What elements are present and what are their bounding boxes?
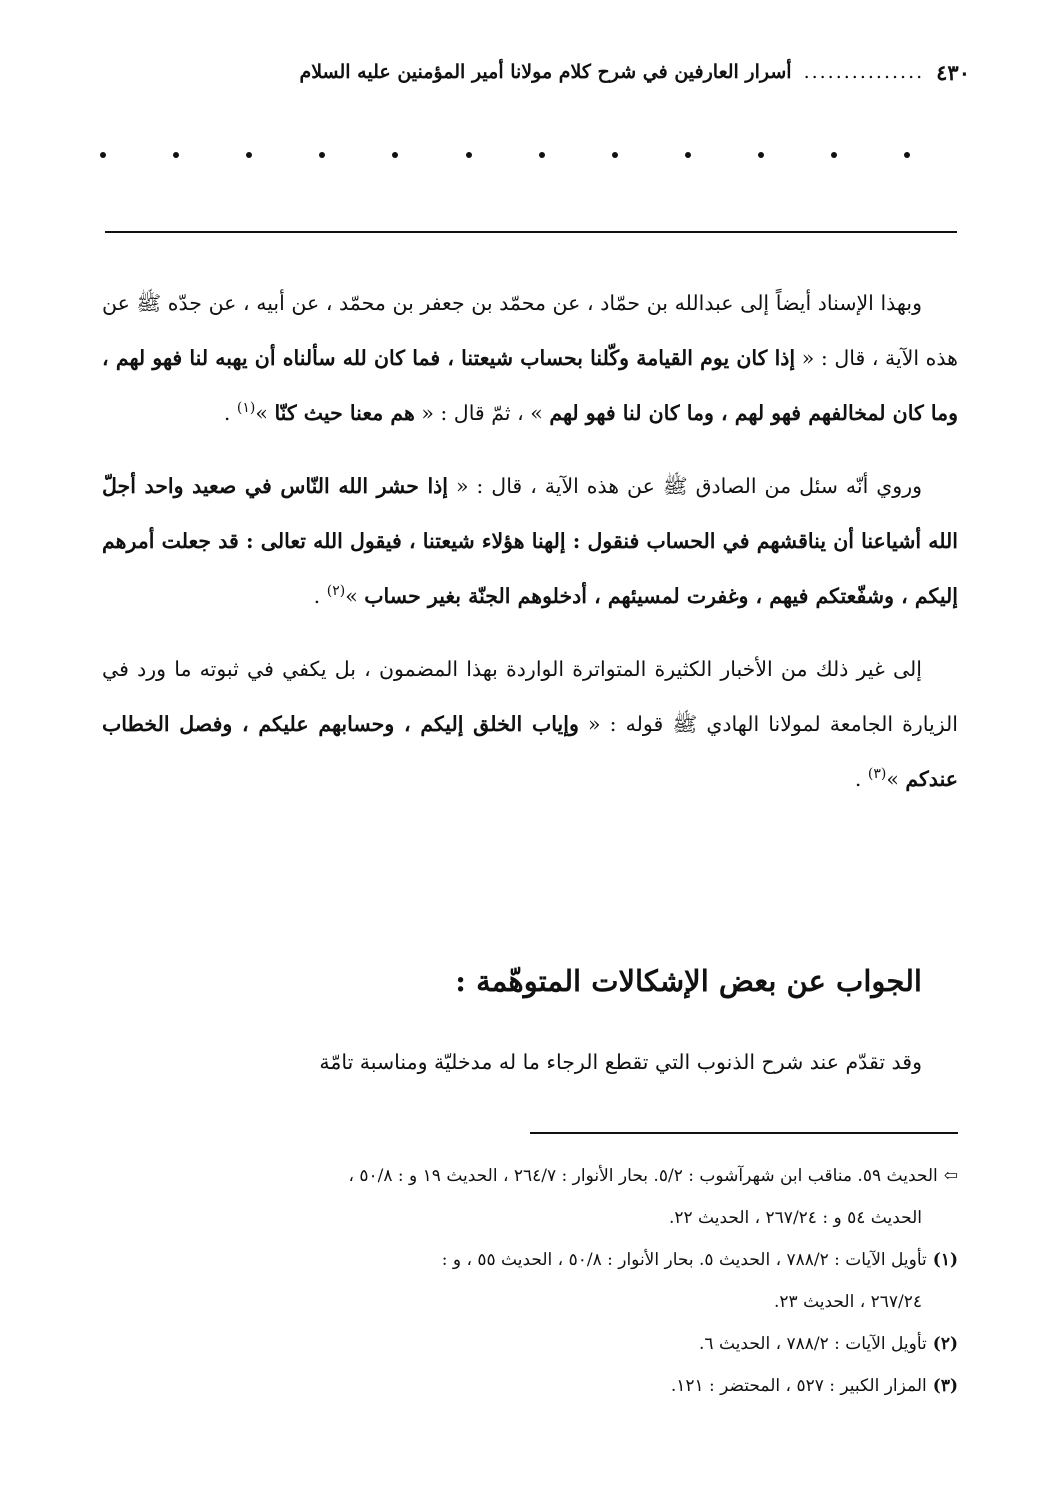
segment-bold: إذا كان يوم القيامة وكّلنا بحساب شيعتنا ، فما كان لله سألناه أن يهبه لنا فهو لهم ، وما كان لمخالفهم فهو لهم ، وما كان لنا فهو لهم [102, 346, 958, 425]
segment: وروي أنّه سئل من الصادق ﷺ عن هذه الآية ، قال : « [447, 474, 922, 498]
footnote-source [102, 1155, 958, 1239]
segment: » [886, 767, 906, 791]
segment: » [345, 584, 365, 608]
ornament-dot [758, 152, 764, 158]
ornament-dot [685, 152, 691, 158]
footnote-text: الحديث ٥٩. مناقب ابن شهرآشوب : ٥/٢. بحار الأنوار : ٢٦٤/٧ ، الحديث ١٩ و : ٥٠/٨ ، [348, 1166, 938, 1186]
running-header [100, 52, 970, 92]
segment: . [223, 401, 237, 425]
footnote-1 [102, 1239, 958, 1323]
footnote-3 [102, 1365, 958, 1407]
ornament-dot [539, 152, 545, 158]
segment-bold: وإياب الخلق إليكم ، وحسابهم عليكم ، وفصل الخطاب عندكم [102, 712, 958, 791]
paragraph-1 [102, 276, 958, 441]
footnote-text-continued: ٢٦٧/٢٤ ، الحديث ٢٣. [774, 1292, 922, 1312]
paragraph-2 [102, 459, 958, 624]
footnote-ref: (١) [236, 400, 256, 417]
footnote-ref: (٣) [867, 766, 887, 783]
segment: . [854, 767, 868, 791]
segment: » [255, 401, 275, 425]
segment-bold: إذا حشر الله النّاس في صعيد واحد أجلّ الله أشياعنا أن يناقشهم في الحساب فنقول : إلهنا هؤلاء شيعتنا ، فيقول الله تعالى : قد جعلت أمرهم إليكم ، وشفّعتكم فيهم ، وغفرت لمسيئهم ، أدخلوهم الجنّة بغير حساب [102, 474, 958, 608]
ornament-dot [100, 152, 106, 158]
segment: . [313, 584, 327, 608]
footnote-text: تأويل الآيات : ٧٨٨/٢ ، الحديث ٥. بحار الأنوار : ٥٠/٨ ، الحديث ٥٥ ، و : [441, 1250, 927, 1270]
footnote-text-continued: الحديث ٥٤ و : ٢٦٧/٢٤ ، الحديث ٢٢. [668, 1208, 922, 1228]
page-number: ٤٣٠ [936, 59, 970, 85]
segment: » ، ثمّ قال : « [414, 401, 550, 425]
footnote-text: المزار الكبير : ٥٢٧ ، المحتضر : ١٢١. [670, 1376, 927, 1396]
header-leader-dots: ............... [803, 61, 925, 83]
header-rule [105, 231, 957, 233]
ornament-dot [831, 152, 837, 158]
ornament-dot [392, 152, 398, 158]
ornament-dot [466, 152, 472, 158]
footnote-rule [530, 1132, 958, 1134]
footnote-number: (٣) [932, 1376, 958, 1396]
footnote-2 [102, 1323, 958, 1365]
segment-bold: هم معنا حيث كنّا [274, 401, 415, 425]
header-title: أسرار العارفين في شرح كلام مولانا أمير المؤمنين عليه السلام [299, 61, 792, 83]
ornament-dot-row [100, 140, 910, 170]
arrow-icon: ⇦ [943, 1166, 958, 1186]
ornament-dot [904, 152, 910, 158]
segment: إلى غير ذلك من الأخبار الكثيرة المتواترة الواردة بهذا المضمون ، بل يكفي في ثبوته ما ورد في الزيارة الجامعة لمولانا الهادي ﷺ قوله : « [102, 657, 958, 736]
paragraph-continuation: وقد تقدّم عند شرح الذنوب التي تقطع الرجاء ما له مدخليّة ومناسبة تامّة [319, 1050, 922, 1074]
footnote-number: (٢) [932, 1334, 958, 1354]
body-text [102, 276, 958, 825]
footnotes [102, 1155, 958, 1407]
ornament-dot [319, 152, 325, 158]
segment: وبهذا الإسناد أيضاً إلى عبدالله بن حمّاد ، عن محمّد بن جعفر بن محمّد ، عن أبيه ، عن جدّه ﷺ عن هذه الآية ، قال : « [102, 291, 958, 370]
ornament-dot [246, 152, 252, 158]
section-heading: الجواب عن بعض الإشكالات المتوهّمة : [455, 964, 922, 998]
footnote-ref: (٢) [326, 583, 346, 600]
footnote-number: (١) [932, 1250, 958, 1270]
paragraph-3 [102, 642, 958, 807]
footnote-text: تأويل الآيات : ٧٨٨/٢ ، الحديث ٦. [699, 1334, 927, 1354]
ornament-dot [612, 152, 618, 158]
ornament-dot [173, 152, 179, 158]
